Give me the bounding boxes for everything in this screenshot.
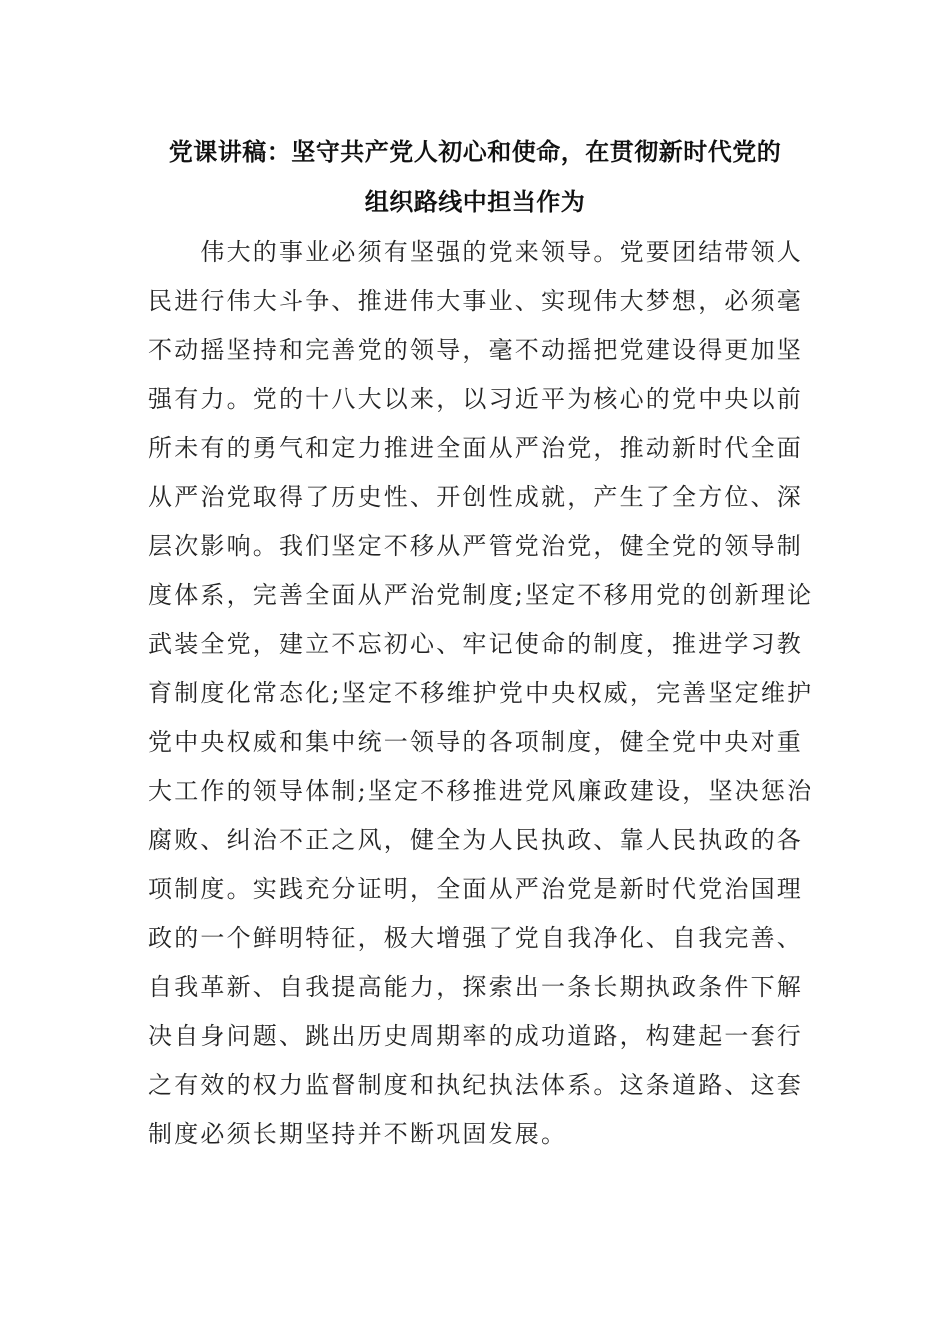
body-line: 武装全党，建立不忘初心、牢记使命的制度，推进学习教: [148, 630, 803, 658]
document-title-line-2: 组织路线中担当作为: [364, 188, 586, 216]
body-line: 自我革新、自我提高能力，探索出一条长期执政条件下解: [148, 973, 803, 1001]
body-line: 层次影响。我们坚定不移从严管党治党，健全党的领导制: [148, 532, 803, 560]
body-line: 腐败、纠治不正之风，健全为人民执政、靠人民执政的各: [148, 826, 803, 854]
body-line: 党中央权威和集中统一领导的各项制度，健全党中央对重: [148, 728, 803, 756]
body-line: 大工作的领导体制;坚定不移推进党风廉政建设，坚决惩治: [148, 777, 814, 805]
body-line: 之有效的权力监督制度和执纪执法体系。这条道路、这套: [148, 1071, 803, 1099]
body-line: 项制度。实践充分证明，全面从严治党是新时代党治国理: [148, 875, 803, 903]
body-line: 制度必须长期坚持并不断巩固发展。: [148, 1120, 568, 1148]
document-title-line-1: 党课讲稿：坚守共产党人初心和使命，在贯彻新时代党的: [168, 138, 782, 166]
body-line: 决自身问题、跳出历史周期率的成功道路，构建起一套行: [148, 1022, 803, 1050]
body-line: 所未有的勇气和定力推进全面从严治党，推动新时代全面: [148, 434, 803, 462]
body-line: 伟大的事业必须有坚强的党来领导。党要团结带领人: [148, 238, 803, 266]
body-line: 育制度化常态化;坚定不移维护党中央权威，完善坚定维护: [148, 679, 814, 707]
body-line: 强有力。党的十八大以来，以习近平为核心的党中央以前: [148, 385, 803, 413]
body-line: 政的一个鲜明特征，极大增强了党自我净化、自我完善、: [148, 924, 803, 952]
body-line: 从严治党取得了历史性、开创性成就，产生了全方位、深: [148, 483, 803, 511]
document-body: [148, 228, 814, 1159]
body-line: 不动摇坚持和完善党的领导，毫不动摇把党建设得更加坚: [148, 336, 803, 364]
body-line: 民进行伟大斗争、推进伟大事业、实现伟大梦想，必须毫: [148, 287, 803, 315]
body-line: 度体系，完善全面从严治党制度;坚定不移用党的创新理论: [148, 581, 814, 609]
